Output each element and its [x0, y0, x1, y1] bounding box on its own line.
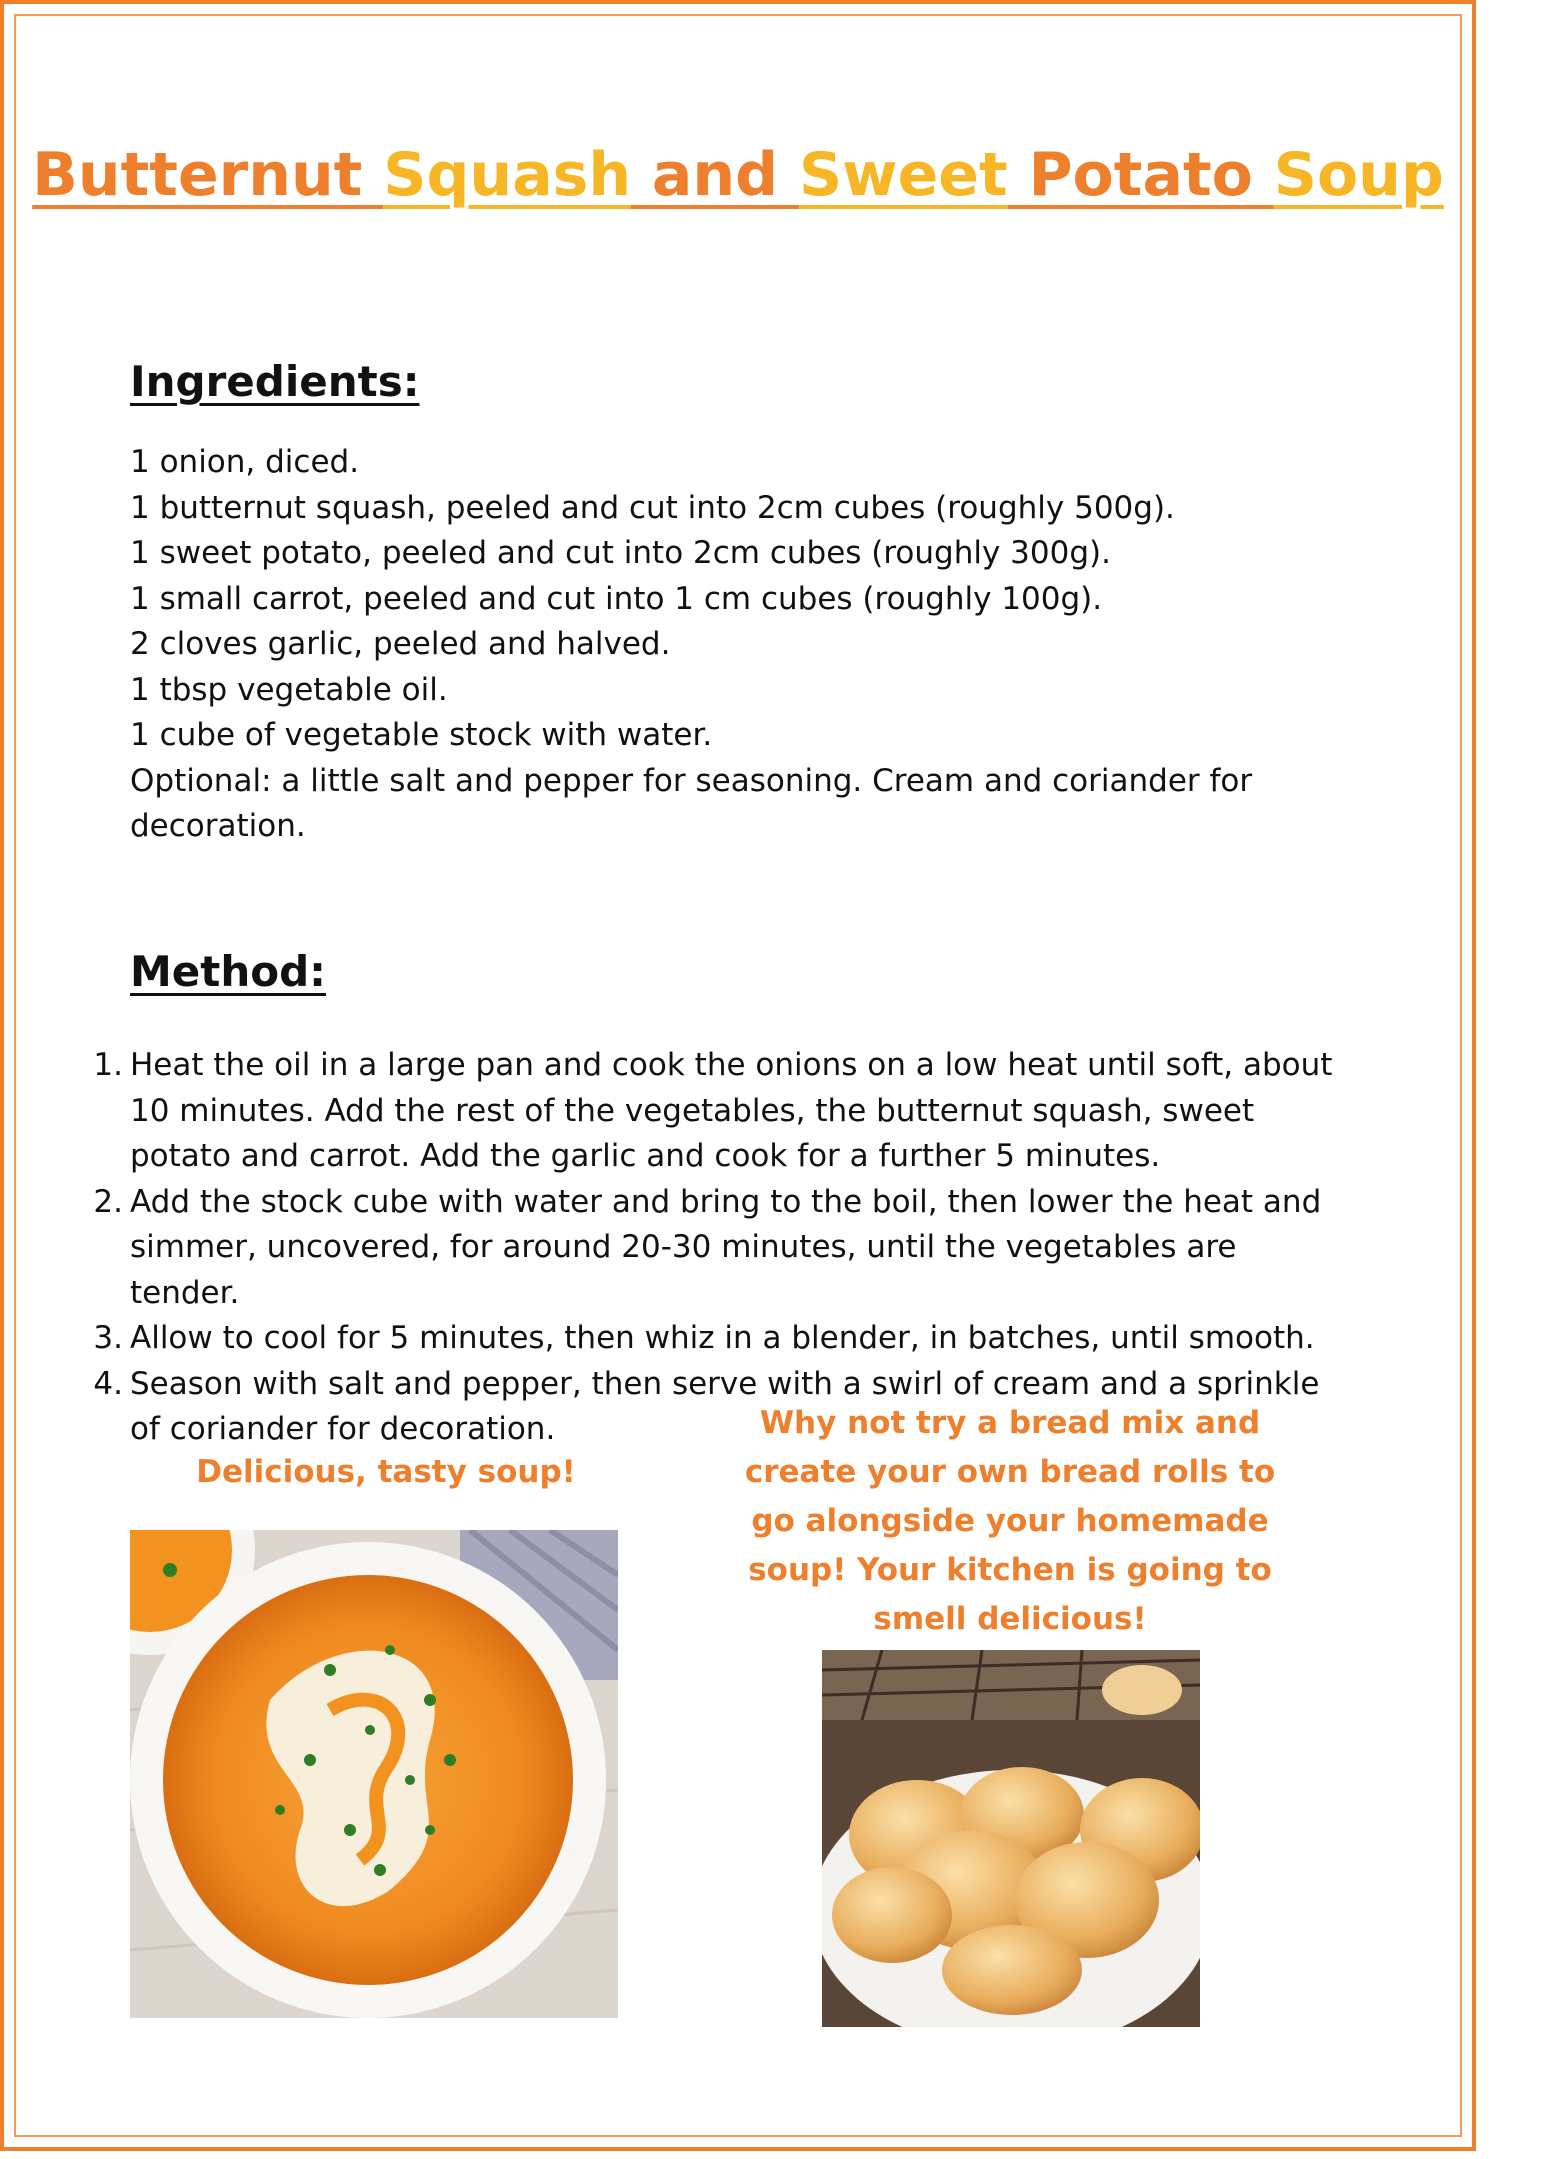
step-number: 4. — [93, 1365, 123, 1402]
method-step — [93, 1180, 1350, 1317]
ingredient-item: Optional: a little salt and pepper for seasoning. Cream and coriander for decoration. — [130, 762, 1253, 844]
step-text: Add the stock cube with water and bring to the boil, then lower the heat and simmer, uncovered, for around 20-30 minutes, until the vegetables are tender. — [130, 1183, 1322, 1311]
ingredient-item: 1 sweet potato, peeled and cut into 2cm cubes (roughly 300g). — [130, 535, 1111, 571]
method-step — [93, 1316, 1350, 1362]
step-number: 2. — [93, 1183, 123, 1220]
bread-caption: Why not try a bread mix and create your own bread rolls to go alongside your homemade soup! Your kitchen is going to smell delicious! — [744, 1405, 1276, 1634]
ingredient-item: 1 butternut squash, peeled and cut into 2cm cubes (roughly 500g). — [130, 489, 1175, 526]
ingredients-list — [130, 440, 1270, 850]
title-word: Butternut — [32, 140, 384, 210]
title-word: Sweet — [798, 140, 1008, 210]
ingredients-heading: Ingredients: — [130, 357, 420, 406]
ingredient-item: 1 tbsp vegetable oil. — [130, 671, 448, 708]
ingredient-item: 1 onion, diced. — [130, 444, 360, 480]
ingredient-item: 1 cube of vegetable stock with water. — [130, 717, 713, 753]
recipe-title — [0, 135, 1476, 215]
step-text: Allow to cool for 5 minutes, then whiz in a blender, in batches, until smooth. — [130, 1320, 1315, 1356]
ingredient-item: 1 small carrot, peeled and cut into 1 cm cubes (roughly 100g). — [130, 580, 1103, 617]
step-number: 1. — [93, 1047, 123, 1083]
ingredient-item: 2 cloves garlic, peeled and halved. — [130, 626, 671, 662]
soup-caption: Delicious, tasty soup! — [196, 1454, 576, 1490]
title-word: and — [631, 140, 799, 210]
bread-photo — [822, 1650, 1200, 2027]
method-heading: Method: — [130, 947, 326, 996]
title-word: Soup — [1273, 140, 1444, 210]
title-word: Squash — [383, 140, 632, 210]
step-text: Season with salt and pepper, then serve with a swirl of cream and a sprinkle of coriander for decoration. — [130, 1365, 1320, 1447]
step-number: 3. — [93, 1320, 123, 1356]
method-step — [93, 1043, 1350, 1180]
soup-photo — [130, 1530, 618, 2018]
method-list — [93, 1043, 1350, 1453]
title-word: Potato — [1007, 140, 1274, 210]
step-text: Heat the oil in a large pan and cook the onions on a low heat until soft, about 10 minutes. Add the rest of the vegetables, the butternut squash, sweet potato and carrot. Add the garlic and cook for a further 5 minutes. — [130, 1047, 1333, 1174]
